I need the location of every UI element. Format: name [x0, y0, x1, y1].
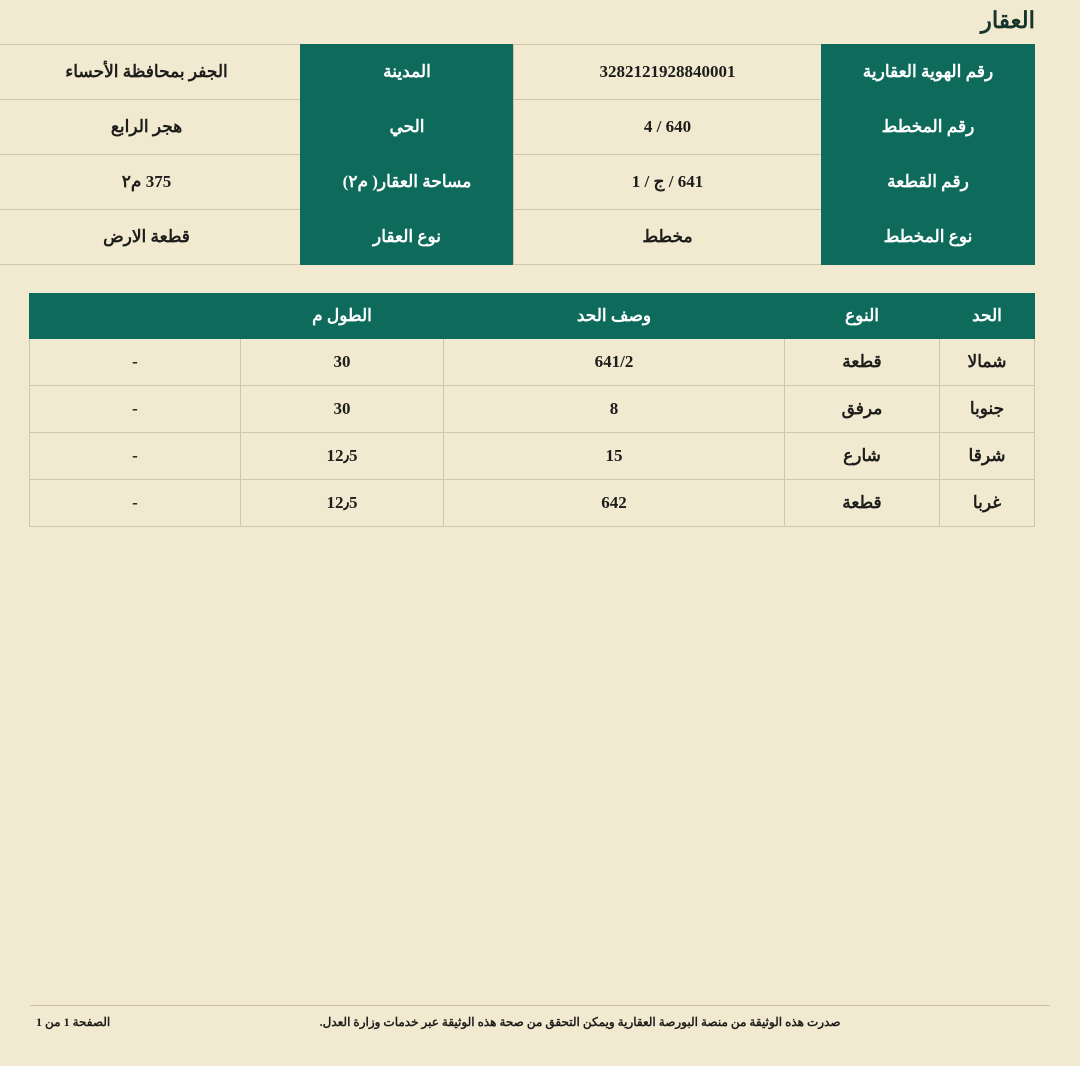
cell-description: 641/2 — [444, 339, 785, 386]
info-label-area: مساحة العقار( م٢) — [301, 155, 514, 210]
cell-description: 15 — [444, 433, 785, 480]
cell-length: 12٫5 — [241, 480, 444, 527]
page-title: العقار — [980, 8, 1035, 33]
cell-description: 642 — [444, 480, 785, 527]
info-value-property-type: قطعة الارض — [0, 210, 301, 265]
info-label-property-type: نوع العقار — [301, 210, 514, 265]
table-header-row — [30, 294, 1035, 339]
info-value-district: هجر الرابع — [0, 100, 301, 155]
info-label-plan-type: نوع المخطط — [822, 210, 1035, 265]
footer-note: صدرت هذه الوثيقة من منصة البورصة العقارية ويمكن التحقق من صحة هذه الوثيقة عبر خدمات وزارة العدل. — [319, 1015, 841, 1029]
cell-type: قطعة — [785, 339, 940, 386]
table-row — [0, 210, 1035, 265]
cell-length: 12٫5 — [241, 433, 444, 480]
column-header-type: النوع — [785, 294, 940, 339]
table-row — [0, 155, 1035, 210]
column-header-length: الطول م — [241, 294, 444, 339]
table-row — [30, 339, 1035, 386]
table-row — [30, 480, 1035, 527]
table-row — [30, 386, 1035, 433]
info-label-city: المدينة — [301, 45, 514, 100]
table-row — [0, 45, 1035, 100]
cell-boundary: غربا — [940, 480, 1035, 527]
cell-length: 30 — [241, 339, 444, 386]
cell-extra: - — [30, 339, 241, 386]
page-footer — [30, 1005, 1050, 1030]
cell-boundary: شمالا — [940, 339, 1035, 386]
info-value-area: 375 م٢ — [0, 155, 301, 210]
property-info-table — [0, 44, 1035, 265]
cell-extra: - — [30, 480, 241, 527]
cell-type: قطعة — [785, 480, 940, 527]
info-label-identity: رقم الهوية العقارية — [822, 45, 1035, 100]
boundaries-table — [29, 293, 1035, 527]
info-label-district: الحي — [301, 100, 514, 155]
table-row — [0, 100, 1035, 155]
cell-extra: - — [30, 433, 241, 480]
info-value-plan-number: 640 / 4 — [514, 100, 822, 155]
info-label-parcel-number: رقم القطعة — [822, 155, 1035, 210]
info-label-plan-number: رقم المخطط — [822, 100, 1035, 155]
cell-type: مرفق — [785, 386, 940, 433]
cell-description: 8 — [444, 386, 785, 433]
info-value-city: الجفر بمحافظة الأحساء — [0, 45, 301, 100]
column-header-extra — [30, 294, 241, 339]
column-header-description: وصف الحد — [444, 294, 785, 339]
cell-boundary: شرقا — [940, 433, 1035, 480]
cell-boundary: جنوبا — [940, 386, 1035, 433]
column-header-boundary: الحد — [940, 294, 1035, 339]
page-number: الصفحة 1 من 1 — [36, 1015, 111, 1029]
info-value-plan-type: مخطط — [514, 210, 822, 265]
info-value-parcel-number: 641 / ج / 1 — [514, 155, 822, 210]
info-value-identity: 3282121928840001 — [514, 45, 822, 100]
cell-type: شارع — [785, 433, 940, 480]
table-row — [30, 433, 1035, 480]
cell-extra: - — [30, 386, 241, 433]
cell-length: 30 — [241, 386, 444, 433]
